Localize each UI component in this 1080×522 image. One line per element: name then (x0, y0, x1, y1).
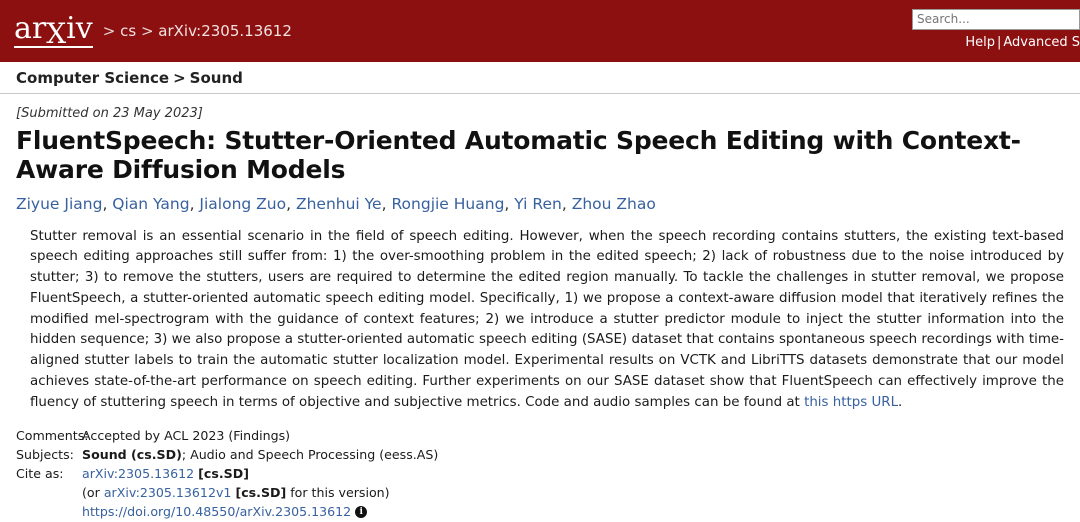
comments-label: Comments: (16, 428, 89, 444)
author-separator: , (561, 194, 572, 213)
info-icon[interactable]: i (355, 506, 367, 518)
arxiv-logo[interactable] (14, 11, 93, 50)
cite-id-link[interactable]: arXiv:2305.13612 (82, 466, 195, 482)
breadcrumb-sep-2: > (140, 22, 154, 40)
subject-bar (0, 62, 1080, 94)
author-link[interactable]: Jialong Zuo (199, 194, 287, 213)
site-header (0, 0, 1080, 62)
subject-secondary: Sound (189, 68, 243, 87)
abstract-text: Stutter removal is an essential scenario in the field of speech editing. However, when the speech recording contains stutters, the existing text-based speech editing approaches still suffer from: 1) the over-smoothing problem in the edited speech; 2) lack of robustness due to the noise introduced by stutter; 3) to remove the stutters, users are required to determine the edited region manually. To tackle the challenges in stutter removal, we propose FluentSpeech, a stutter-oriented automatic speech editing model. Specifically, 1) we propose a context-aware diffusion model that iteratively refines the modified mel-spectrogram with the guidance of context features; 2) we introduce a stutter predictor module to inject the stutter information into the hidden sequence; 3) we also propose a stutter-oriented automatic speech editing (SASE) dataset that contains spontaneous speech recordings with time-aligned stutter labels to train the automatic stutter localization model. Experimental results on VCTK and LibriTTS datasets demonstrate that our model achieves state-of-the-art performance on speech editing. Further experiments on our SASE dataset show that FluentSpeech can effectively improve the fluency of stuttering speech in terms of objective and subjective metrics. Code and audio samples can be found at (30, 228, 1064, 410)
version-suffix: for this version) (286, 485, 390, 501)
abstract-period: . (898, 394, 903, 410)
search-input[interactable] (912, 9, 1080, 30)
abstract-link[interactable]: this https URL (804, 394, 899, 410)
cite-line-primary (82, 465, 1064, 484)
metadata-row-comments (16, 427, 1064, 446)
metadata-row-subjects (16, 446, 1064, 465)
metadata-row-cite (16, 465, 1064, 522)
author-list (16, 195, 1064, 213)
subject-separator: > (173, 68, 186, 87)
subjects-value (82, 446, 1064, 465)
subjects-rest: ; Audio and Speech Processing (eess.AS) (181, 447, 439, 463)
author-link[interactable]: Zhenhui Ye (295, 194, 382, 213)
author-separator: , (286, 194, 296, 213)
cite-category: [cs.SD] (198, 466, 249, 482)
doi-link[interactable]: https://doi.org/10.48550/arXiv.2305.13612 (82, 503, 352, 519)
cite-line-doi (82, 503, 1064, 522)
version-prefix: (or (82, 485, 104, 501)
breadcrumb (103, 22, 292, 40)
cite-line-version (82, 484, 1064, 503)
metadata-table (16, 427, 1064, 521)
header-links (965, 35, 1080, 50)
comments-value: Accepted by ACL 2023 (Findings) (82, 428, 291, 444)
author-link[interactable]: Ziyue Jiang (16, 194, 103, 213)
cite-label: Cite as: (16, 466, 64, 482)
advanced-search-link[interactable]: Advanced S (1003, 35, 1080, 50)
paper-main (0, 94, 1080, 522)
subjects-primary: Sound (cs.SD) (82, 447, 182, 463)
author-separator: , (381, 194, 392, 213)
author-link[interactable]: Qian Yang (112, 194, 190, 213)
cite-value (82, 465, 1064, 522)
abstract (30, 227, 1064, 414)
author-separator: , (189, 194, 200, 213)
author-link[interactable]: Zhou Zhao (571, 194, 656, 213)
arxiv-logo-text: arXiv (14, 11, 93, 50)
breadcrumb-identifier: arXiv:2305.13612 (158, 22, 292, 40)
version-id-link[interactable]: arXiv:2305.13612v1 (103, 485, 232, 501)
author-link[interactable]: Rongjie Huang (391, 194, 505, 213)
search-box[interactable] (912, 8, 1080, 30)
help-link[interactable]: Help (965, 35, 995, 50)
breadcrumb-sep-1: > (102, 22, 116, 40)
page-title: FluentSpeech: Stutter-Oriented Automatic Speech Editing with Context-Aware Diffusion Models (16, 126, 1021, 184)
links-separator: | (997, 35, 1002, 50)
submission-date: [Submitted on 23 May 2023] (16, 106, 203, 121)
author-link[interactable]: Yi Ren (514, 194, 562, 213)
author-separator: , (102, 194, 113, 213)
author-separator: , (504, 194, 515, 213)
subjects-label: Subjects: (16, 447, 74, 463)
subject-primary: Computer Science (16, 68, 170, 87)
breadcrumb-archive[interactable]: cs (120, 22, 137, 40)
version-category: [cs.SD] (235, 485, 287, 501)
